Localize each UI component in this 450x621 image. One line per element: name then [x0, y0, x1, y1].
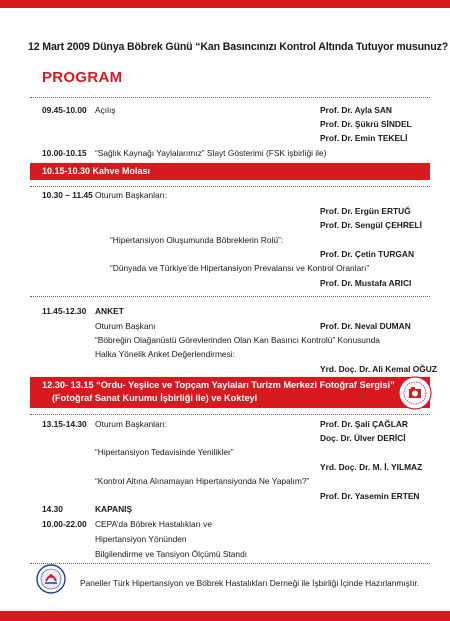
- footer-note: Paneller Türk Hipertansiyon ve Böbrek Hastalıkları Derneği ile İşbirliği İçinde Hazırlanmıştır.: [80, 578, 420, 588]
- survey-chair: Prof. Dr. Neval DUMAN: [320, 321, 411, 331]
- session-chairs-label: Oturum Başkanları:: [95, 190, 168, 200]
- survey-time: 11.45-12.30: [42, 306, 87, 316]
- opening-speaker-3: Prof. Dr. Emin TEKELİ: [320, 133, 408, 143]
- session-talk-2-speaker: Prof. Dr. Mustafa ARICI: [320, 278, 412, 288]
- survey-speaker: Yrd. Doç. Dr. Ali Kemal OĞUZ: [320, 364, 437, 374]
- bottom-red-bar: [0, 611, 450, 621]
- opening-time: 09.45-10.00: [42, 105, 87, 115]
- coffee-break-label: 10.15-10.30 Kahve Molası: [42, 166, 151, 176]
- session2-time: 13.15-14.30: [42, 419, 87, 429]
- session-talk-2: “Dünyada ve Türkiye’de Hipertansiyon Prevalansı ve Kontrol Oranları”: [110, 263, 370, 273]
- session2-chairs-label: Oturum Başkanları:: [95, 419, 168, 429]
- closing-title: KAPANIŞ: [95, 504, 133, 514]
- slideshow-time: 10.00-10.15: [42, 148, 87, 158]
- exhibition-line-1: 12.30- 13.15 “Ordu- Yeşilce ve Topçam Yaylaları Turizm Merkezi Fotoğraf Sergisi”: [42, 380, 395, 390]
- program-heading: PROGRAM: [42, 69, 123, 86]
- page-title: 12 Mart 2009 Dünya Böbrek Günü “Kan Basıncınızı Kontrol Altında Tutuyor musunuz?: [28, 41, 449, 53]
- session2-talk-2: “Kontrol Altına Alınamayan Hipertansiyonda Ne Yapalım?”: [95, 476, 310, 486]
- session2-chair-2: Doç. Dr. Ülver DERİCİ: [320, 433, 406, 443]
- opening-speaker-2: Prof. Dr. Şükrü SİNDEL: [320, 119, 412, 129]
- survey-title: ANKET: [95, 306, 124, 316]
- session-chair-1: Prof. Dr. Ergün ERTUĞ: [320, 206, 411, 216]
- divider: [30, 563, 430, 564]
- divider: [30, 296, 430, 297]
- divider: [30, 414, 430, 415]
- session2-talk-2-speaker: Prof. Dr. Yasemin ERTEN: [320, 491, 420, 501]
- exhibition-bar: [30, 377, 430, 408]
- session2-talk-1-speaker: Yrd. Doç. Dr. M. İ. YILMAZ: [320, 462, 423, 472]
- session2-chair-1: Prof. Dr. Şali ÇAĞLAR: [320, 419, 408, 429]
- session-time: 10.30 – 11.45: [42, 190, 93, 200]
- photo-society-seal-icon: [398, 376, 432, 410]
- session-chair-2: Prof. Dr. Sengül ÇEHRELİ: [320, 220, 422, 230]
- session2-talk-1: “Hipertansiyon Tedavisinde Yenilikler”: [95, 447, 234, 457]
- closing-time: 14.30: [42, 504, 63, 514]
- coffee-break-bar: [30, 163, 430, 180]
- top-red-bar: [0, 0, 450, 8]
- stand-time: 10.00-22.00: [42, 519, 87, 529]
- divider: [30, 97, 430, 98]
- stand-line-3: Bilgilendirme ve Tansiyon Ölçümü Standı: [95, 549, 248, 559]
- exhibition-line-2: (Fotoğraf Sanat Kurumu İşbirliği ile) ve Kokteyl: [52, 393, 258, 403]
- survey-chair-label: Oturum Başkanı: [95, 321, 156, 331]
- session-talk-1-speaker: Prof. Dr. Çetin TURGAN: [320, 249, 414, 259]
- stand-line-2: Hipertansiyon Yönünden: [95, 534, 187, 544]
- opening-speaker-1: Prof. Dr. Ayla SAN: [320, 105, 392, 115]
- divider: [30, 186, 430, 187]
- stand-line-1: CEPA’da Böbrek Hastalıkları ve: [95, 519, 212, 529]
- session-talk-1: “Hipertansiyon Oluşumunda Böbreklerin Rolü”:: [110, 235, 284, 245]
- slideshow-title: “Sağlık Kaynağı Yaylalarımız” Slayt Gösterimi (FSK işbirliği ile): [95, 148, 327, 158]
- opening-title: Açılış: [95, 105, 116, 115]
- survey-line-2: Halka Yönelik Anket Değerlendirmesi:: [95, 349, 235, 359]
- survey-line-1: “Böbreğin Olağanüstü Görevlerinden Olan Kan Basıncı Kontrolü” Konusunda: [95, 335, 380, 345]
- association-logo-icon: [36, 564, 66, 594]
